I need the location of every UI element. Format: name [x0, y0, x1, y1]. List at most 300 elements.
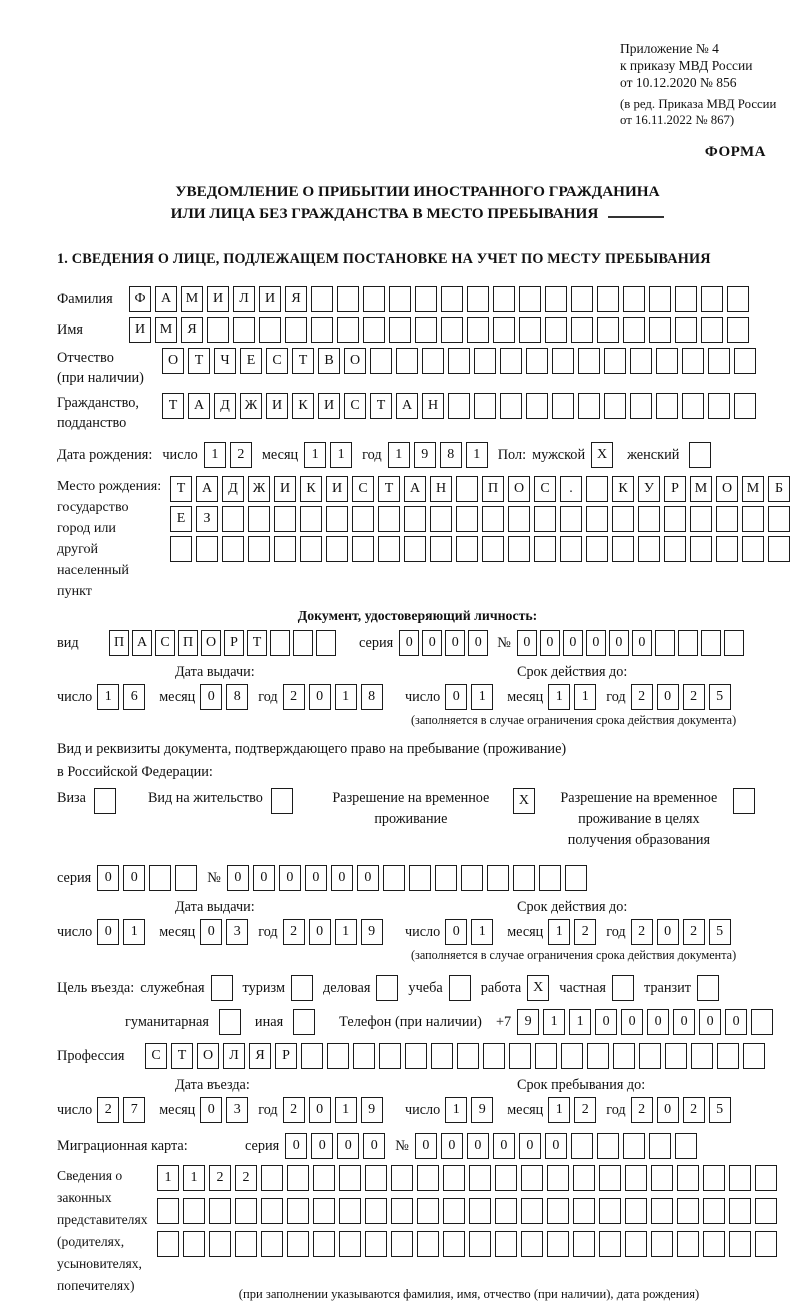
form-cell[interactable] — [435, 865, 457, 891]
form-cell[interactable] — [560, 536, 582, 562]
form-cell[interactable] — [612, 536, 634, 562]
form-cell[interactable]: 6 — [123, 684, 145, 710]
form-cell[interactable]: 0 — [632, 630, 652, 656]
form-cell[interactable]: 2 — [230, 442, 252, 468]
form-cell[interactable]: А — [132, 630, 152, 656]
form-cell[interactable] — [461, 865, 483, 891]
form-cell[interactable] — [270, 630, 290, 656]
form-cell[interactable]: Р — [664, 476, 686, 502]
form-cell[interactable]: А — [396, 393, 418, 419]
form-cell[interactable] — [211, 975, 233, 1001]
form-cell[interactable]: О — [344, 348, 366, 374]
form-cell[interactable]: 0 — [227, 865, 249, 891]
form-cell[interactable]: 7 — [123, 1097, 145, 1123]
form-cell[interactable]: И — [274, 476, 296, 502]
form-cell[interactable]: Е — [170, 506, 192, 532]
form-cell[interactable]: Л — [223, 1043, 245, 1069]
form-cell[interactable] — [196, 536, 218, 562]
form-cell[interactable]: 0 — [563, 630, 583, 656]
form-cell[interactable] — [630, 393, 652, 419]
form-cell[interactable]: О — [162, 348, 184, 374]
form-cell[interactable] — [586, 536, 608, 562]
form-cell[interactable] — [612, 975, 634, 1001]
form-cell[interactable]: 0 — [467, 1133, 489, 1159]
form-cell[interactable]: 1 — [471, 919, 493, 945]
form-cell[interactable] — [597, 317, 619, 343]
form-cell[interactable] — [170, 536, 192, 562]
form-cell[interactable] — [409, 865, 431, 891]
form-cell[interactable]: 1 — [304, 442, 326, 468]
form-cell[interactable] — [675, 286, 697, 312]
form-cell[interactable] — [755, 1198, 777, 1224]
form-cell[interactable] — [716, 536, 738, 562]
form-cell[interactable]: С — [534, 476, 556, 502]
form-cell[interactable] — [391, 1165, 413, 1191]
form-cell[interactable]: 9 — [517, 1009, 539, 1035]
form-cell[interactable] — [261, 1198, 283, 1224]
form-cell[interactable]: 1 — [543, 1009, 565, 1035]
form-cell[interactable]: 1 — [123, 919, 145, 945]
form-cell[interactable] — [573, 1165, 595, 1191]
form-cell[interactable] — [508, 506, 530, 532]
form-cell[interactable] — [656, 348, 678, 374]
form-cell[interactable] — [378, 536, 400, 562]
form-cell[interactable] — [578, 348, 600, 374]
form-cell[interactable] — [259, 317, 281, 343]
form-cell[interactable] — [612, 506, 634, 532]
form-cell[interactable] — [623, 1133, 645, 1159]
form-cell[interactable]: 1 — [574, 684, 596, 710]
form-cell[interactable]: 1 — [548, 684, 570, 710]
form-cell[interactable] — [337, 317, 359, 343]
form-cell[interactable] — [441, 286, 463, 312]
form-cell[interactable] — [708, 393, 730, 419]
form-cell[interactable] — [353, 1043, 375, 1069]
form-cell[interactable]: 9 — [361, 1097, 383, 1123]
form-cell[interactable] — [768, 506, 790, 532]
form-cell[interactable] — [656, 393, 678, 419]
form-cell[interactable] — [352, 536, 374, 562]
form-cell[interactable]: Т — [188, 348, 210, 374]
form-cell[interactable] — [378, 506, 400, 532]
form-cell[interactable]: 2 — [97, 1097, 119, 1123]
form-cell[interactable]: И — [266, 393, 288, 419]
form-cell[interactable]: И — [129, 317, 151, 343]
form-cell[interactable]: О — [508, 476, 530, 502]
form-cell[interactable] — [743, 1043, 765, 1069]
form-cell[interactable] — [274, 506, 296, 532]
form-cell[interactable] — [649, 286, 671, 312]
form-cell[interactable] — [552, 393, 574, 419]
form-cell[interactable] — [404, 536, 426, 562]
form-cell[interactable]: 0 — [97, 865, 119, 891]
form-cell[interactable] — [327, 1043, 349, 1069]
form-cell[interactable] — [431, 1043, 453, 1069]
form-cell[interactable] — [339, 1165, 361, 1191]
form-cell[interactable]: 2 — [283, 684, 305, 710]
form-cell[interactable]: 2 — [283, 1097, 305, 1123]
form-cell[interactable] — [415, 286, 437, 312]
form-cell[interactable]: С — [344, 393, 366, 419]
form-cell[interactable] — [313, 1231, 335, 1257]
form-cell[interactable]: 3 — [226, 1097, 248, 1123]
form-cell[interactable]: Н — [422, 393, 444, 419]
form-cell[interactable]: М — [742, 476, 764, 502]
form-cell[interactable] — [422, 348, 444, 374]
form-cell[interactable]: С — [352, 476, 374, 502]
form-cell[interactable] — [233, 317, 255, 343]
form-cell[interactable]: 0 — [305, 865, 327, 891]
form-cell[interactable] — [300, 506, 322, 532]
form-cell[interactable]: 1 — [548, 1097, 570, 1123]
form-cell[interactable] — [534, 506, 556, 532]
form-cell[interactable] — [521, 1231, 543, 1257]
form-cell[interactable] — [474, 348, 496, 374]
form-cell[interactable] — [655, 630, 675, 656]
form-cell[interactable]: 0 — [253, 865, 275, 891]
form-cell[interactable] — [209, 1198, 231, 1224]
form-cell[interactable]: О — [201, 630, 221, 656]
form-cell[interactable] — [573, 1198, 595, 1224]
form-cell[interactable] — [701, 286, 723, 312]
form-cell[interactable]: 1 — [388, 442, 410, 468]
form-cell[interactable]: Т — [292, 348, 314, 374]
form-cell[interactable]: Д — [222, 476, 244, 502]
form-cell[interactable]: П — [178, 630, 198, 656]
form-cell[interactable] — [363, 286, 385, 312]
form-cell[interactable] — [157, 1231, 179, 1257]
form-cell[interactable]: С — [145, 1043, 167, 1069]
form-cell[interactable] — [469, 1165, 491, 1191]
form-cell[interactable]: В — [318, 348, 340, 374]
form-cell[interactable] — [474, 393, 496, 419]
form-cell[interactable] — [599, 1165, 621, 1191]
form-cell[interactable] — [209, 1231, 231, 1257]
form-cell[interactable] — [697, 975, 719, 1001]
form-cell[interactable]: 0 — [363, 1133, 385, 1159]
form-cell[interactable] — [157, 1198, 179, 1224]
form-cell[interactable] — [235, 1231, 257, 1257]
form-cell[interactable] — [500, 348, 522, 374]
form-cell[interactable] — [690, 506, 712, 532]
form-cell[interactable] — [291, 975, 313, 1001]
form-cell[interactable] — [561, 1043, 583, 1069]
form-cell[interactable] — [391, 1198, 413, 1224]
form-cell[interactable] — [597, 1133, 619, 1159]
form-cell[interactable] — [729, 1165, 751, 1191]
form-cell[interactable] — [513, 865, 535, 891]
form-cell[interactable] — [677, 1198, 699, 1224]
form-cell[interactable] — [443, 1231, 465, 1257]
form-cell[interactable] — [456, 536, 478, 562]
form-cell[interactable]: 1 — [330, 442, 352, 468]
form-cell[interactable] — [219, 1009, 241, 1035]
form-cell[interactable]: 1 — [548, 919, 570, 945]
form-cell[interactable] — [534, 536, 556, 562]
form-cell[interactable]: 9 — [361, 919, 383, 945]
form-cell[interactable]: П — [109, 630, 129, 656]
form-cell[interactable] — [638, 536, 660, 562]
form-cell[interactable] — [261, 1165, 283, 1191]
form-cell[interactable] — [586, 476, 608, 502]
form-cell[interactable] — [724, 630, 744, 656]
form-cell[interactable]: 0 — [445, 684, 467, 710]
form-cell[interactable]: О — [716, 476, 738, 502]
form-cell[interactable] — [443, 1165, 465, 1191]
form-cell[interactable] — [457, 1043, 479, 1069]
form-cell[interactable]: Я — [249, 1043, 271, 1069]
form-cell[interactable]: Ч — [214, 348, 236, 374]
form-cell[interactable]: О — [197, 1043, 219, 1069]
form-cell[interactable] — [578, 393, 600, 419]
form-cell[interactable]: Т — [370, 393, 392, 419]
form-cell[interactable] — [560, 506, 582, 532]
form-cell[interactable]: 0 — [399, 630, 419, 656]
form-cell[interactable]: 8 — [226, 684, 248, 710]
form-cell[interactable]: Л — [233, 286, 255, 312]
form-cell[interactable] — [389, 286, 411, 312]
form-cell[interactable] — [727, 286, 749, 312]
form-cell[interactable] — [586, 506, 608, 532]
form-cell[interactable]: 2 — [283, 919, 305, 945]
form-cell[interactable] — [638, 506, 660, 532]
form-cell[interactable]: 1 — [569, 1009, 591, 1035]
form-cell[interactable] — [689, 442, 711, 468]
form-cell[interactable]: Т — [171, 1043, 193, 1069]
form-cell[interactable] — [734, 393, 756, 419]
form-cell[interactable] — [613, 1043, 635, 1069]
form-cell[interactable] — [604, 348, 626, 374]
form-cell[interactable] — [443, 1198, 465, 1224]
form-cell[interactable]: 1 — [97, 684, 119, 710]
form-cell[interactable] — [625, 1165, 647, 1191]
form-cell[interactable] — [547, 1198, 569, 1224]
form-cell[interactable] — [339, 1231, 361, 1257]
form-cell[interactable] — [482, 536, 504, 562]
form-cell[interactable]: А — [155, 286, 177, 312]
form-cell[interactable]: 0 — [699, 1009, 721, 1035]
form-cell[interactable] — [293, 1009, 315, 1035]
form-cell[interactable] — [441, 317, 463, 343]
form-cell[interactable]: 0 — [200, 684, 222, 710]
form-cell[interactable]: 0 — [97, 919, 119, 945]
form-cell[interactable]: Ф — [129, 286, 151, 312]
form-cell[interactable] — [493, 286, 515, 312]
form-cell[interactable]: 0 — [415, 1133, 437, 1159]
form-cell[interactable] — [363, 317, 385, 343]
form-cell[interactable]: 1 — [183, 1165, 205, 1191]
form-cell[interactable] — [651, 1165, 673, 1191]
form-cell[interactable] — [313, 1198, 335, 1224]
form-cell[interactable]: Д — [214, 393, 236, 419]
form-cell[interactable] — [235, 1198, 257, 1224]
form-cell[interactable]: С — [155, 630, 175, 656]
form-cell[interactable]: И — [318, 393, 340, 419]
form-cell[interactable] — [703, 1198, 725, 1224]
form-cell[interactable]: А — [188, 393, 210, 419]
form-cell[interactable] — [734, 348, 756, 374]
form-cell[interactable]: 0 — [493, 1133, 515, 1159]
form-cell[interactable] — [703, 1231, 725, 1257]
form-cell[interactable] — [623, 317, 645, 343]
form-cell[interactable] — [675, 1133, 697, 1159]
form-cell[interactable] — [415, 317, 437, 343]
form-cell[interactable]: А — [404, 476, 426, 502]
form-cell[interactable] — [623, 286, 645, 312]
form-cell[interactable]: 0 — [647, 1009, 669, 1035]
form-cell[interactable]: 0 — [200, 919, 222, 945]
form-cell[interactable] — [482, 506, 504, 532]
form-cell[interactable] — [469, 1231, 491, 1257]
form-cell[interactable] — [316, 630, 336, 656]
form-cell[interactable] — [183, 1231, 205, 1257]
form-cell[interactable]: 5 — [709, 684, 731, 710]
form-cell[interactable]: С — [266, 348, 288, 374]
form-cell[interactable] — [639, 1043, 661, 1069]
form-cell[interactable] — [526, 393, 548, 419]
form-cell[interactable]: Т — [378, 476, 400, 502]
form-cell[interactable] — [690, 536, 712, 562]
form-cell[interactable] — [149, 865, 171, 891]
form-cell[interactable]: Я — [285, 286, 307, 312]
form-cell[interactable] — [311, 286, 333, 312]
form-cell[interactable]: 2 — [235, 1165, 257, 1191]
form-cell[interactable] — [404, 506, 426, 532]
form-cell[interactable] — [526, 348, 548, 374]
form-cell[interactable] — [417, 1165, 439, 1191]
form-cell[interactable] — [326, 536, 348, 562]
form-cell[interactable] — [183, 1198, 205, 1224]
form-cell[interactable]: 2 — [574, 919, 596, 945]
form-cell[interactable]: Т — [162, 393, 184, 419]
form-cell[interactable]: 0 — [673, 1009, 695, 1035]
form-cell[interactable] — [391, 1231, 413, 1257]
form-cell[interactable]: 0 — [285, 1133, 307, 1159]
form-cell[interactable] — [417, 1198, 439, 1224]
form-cell[interactable] — [352, 506, 374, 532]
form-cell[interactable] — [604, 393, 626, 419]
form-cell[interactable] — [768, 536, 790, 562]
form-cell[interactable] — [467, 286, 489, 312]
form-cell[interactable]: Ж — [248, 476, 270, 502]
form-cell[interactable]: 0 — [586, 630, 606, 656]
form-cell[interactable] — [500, 393, 522, 419]
form-cell[interactable]: К — [292, 393, 314, 419]
form-cell[interactable]: Р — [224, 630, 244, 656]
form-cell[interactable]: 8 — [440, 442, 462, 468]
form-cell[interactable]: И — [207, 286, 229, 312]
form-cell[interactable]: Т — [170, 476, 192, 502]
form-cell[interactable]: К — [300, 476, 322, 502]
form-cell[interactable] — [755, 1165, 777, 1191]
form-cell[interactable] — [313, 1165, 335, 1191]
form-cell[interactable]: 0 — [519, 1133, 541, 1159]
form-cell[interactable]: Б — [768, 476, 790, 502]
form-cell[interactable]: 1 — [445, 1097, 467, 1123]
form-cell[interactable]: X — [591, 442, 613, 468]
form-cell[interactable] — [651, 1198, 673, 1224]
form-cell[interactable]: М — [181, 286, 203, 312]
form-cell[interactable] — [625, 1231, 647, 1257]
form-cell[interactable] — [383, 865, 405, 891]
form-cell[interactable]: 0 — [279, 865, 301, 891]
form-cell[interactable] — [449, 975, 471, 1001]
form-cell[interactable] — [701, 630, 721, 656]
form-cell[interactable] — [311, 317, 333, 343]
form-cell[interactable] — [222, 536, 244, 562]
form-cell[interactable] — [365, 1198, 387, 1224]
form-cell[interactable]: 0 — [445, 919, 467, 945]
form-cell[interactable] — [727, 317, 749, 343]
form-cell[interactable]: Ж — [240, 393, 262, 419]
form-cell[interactable] — [599, 1198, 621, 1224]
form-cell[interactable]: 1 — [335, 684, 357, 710]
form-cell[interactable] — [539, 865, 561, 891]
form-cell[interactable]: И — [259, 286, 281, 312]
form-cell[interactable]: М — [155, 317, 177, 343]
form-cell[interactable] — [389, 317, 411, 343]
form-cell[interactable]: 0 — [331, 865, 353, 891]
form-cell[interactable]: 0 — [441, 1133, 463, 1159]
form-cell[interactable] — [519, 317, 541, 343]
form-cell[interactable]: 0 — [309, 919, 331, 945]
form-cell[interactable] — [508, 536, 530, 562]
form-cell[interactable] — [716, 506, 738, 532]
form-cell[interactable] — [271, 788, 293, 814]
form-cell[interactable] — [691, 1043, 713, 1069]
form-cell[interactable] — [519, 286, 541, 312]
form-cell[interactable] — [571, 286, 593, 312]
form-cell[interactable]: 1 — [466, 442, 488, 468]
form-cell[interactable]: 0 — [609, 630, 629, 656]
form-cell[interactable] — [664, 536, 686, 562]
form-cell[interactable]: 0 — [311, 1133, 333, 1159]
form-cell[interactable]: 0 — [657, 1097, 679, 1123]
form-cell[interactable] — [742, 506, 764, 532]
form-cell[interactable] — [547, 1165, 569, 1191]
form-cell[interactable]: 2 — [574, 1097, 596, 1123]
form-cell[interactable]: 1 — [471, 684, 493, 710]
form-cell[interactable]: X — [527, 975, 549, 1001]
form-cell[interactable] — [175, 865, 197, 891]
form-cell[interactable]: 0 — [445, 630, 465, 656]
form-cell[interactable]: 5 — [709, 919, 731, 945]
form-cell[interactable]: 1 — [204, 442, 226, 468]
form-cell[interactable] — [599, 1231, 621, 1257]
form-cell[interactable]: 2 — [683, 684, 705, 710]
form-cell[interactable] — [495, 1231, 517, 1257]
form-cell[interactable] — [495, 1198, 517, 1224]
form-cell[interactable]: 2 — [209, 1165, 231, 1191]
form-cell[interactable]: Е — [240, 348, 262, 374]
form-cell[interactable]: Н — [430, 476, 452, 502]
form-cell[interactable]: З — [196, 506, 218, 532]
form-cell[interactable] — [565, 865, 587, 891]
form-cell[interactable] — [521, 1198, 543, 1224]
form-cell[interactable] — [708, 348, 730, 374]
form-cell[interactable]: 0 — [309, 684, 331, 710]
form-cell[interactable] — [379, 1043, 401, 1069]
form-cell[interactable] — [495, 1165, 517, 1191]
form-cell[interactable] — [675, 317, 697, 343]
form-cell[interactable]: А — [196, 476, 218, 502]
form-cell[interactable] — [287, 1198, 309, 1224]
form-cell[interactable]: 0 — [123, 865, 145, 891]
form-cell[interactable] — [552, 348, 574, 374]
form-cell[interactable]: 2 — [631, 1097, 653, 1123]
form-cell[interactable] — [677, 1231, 699, 1257]
form-cell[interactable] — [664, 506, 686, 532]
